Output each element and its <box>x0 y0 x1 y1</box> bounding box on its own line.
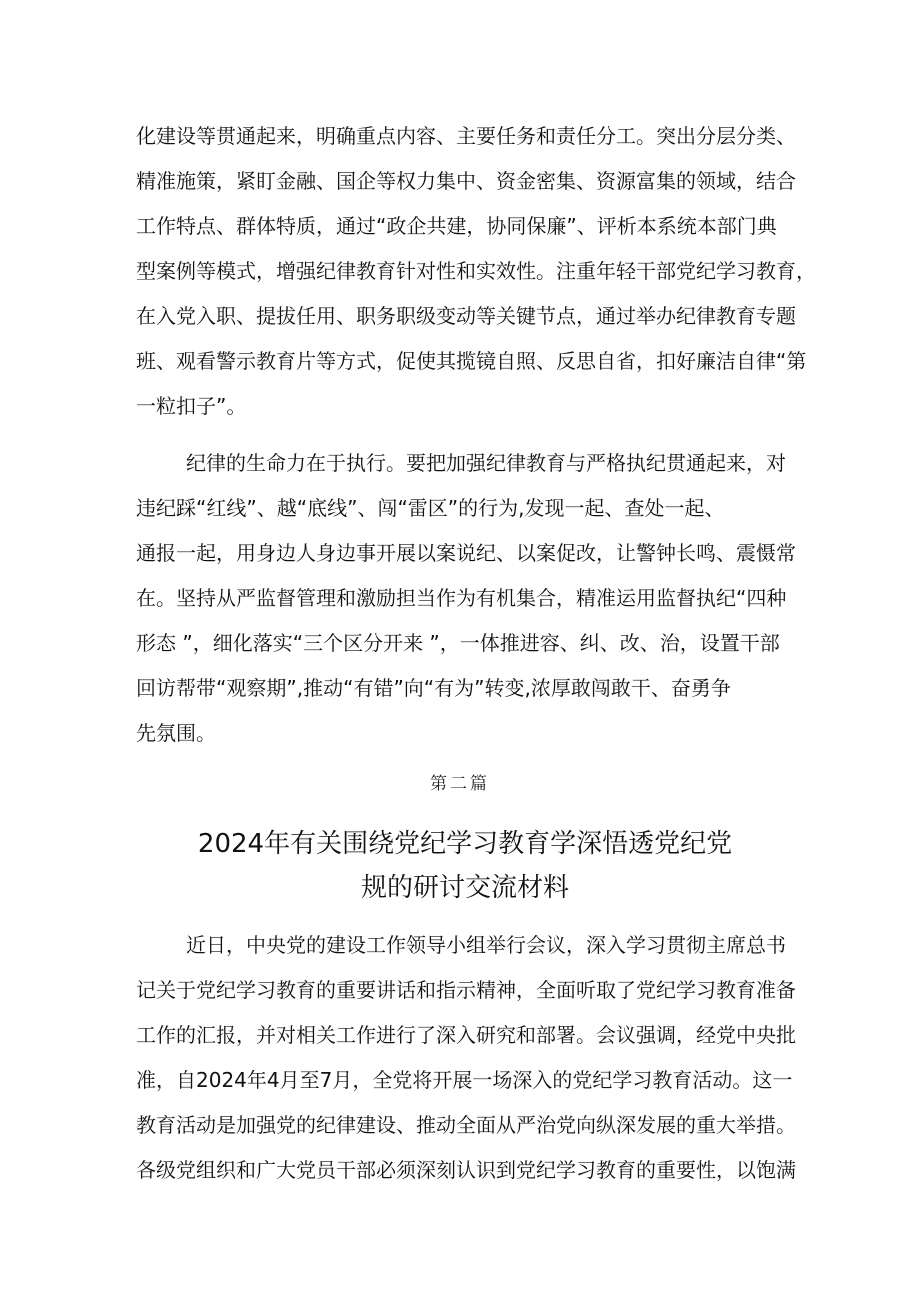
text-line: 准，自2024年4月至7月，全党将开展一场深入的党纪学习教育活动。这一 <box>136 1068 793 1092</box>
text-line: 化建设等贯通起来，明确重点内容、主要任务和责任分工。突出分层分类、 <box>136 124 796 148</box>
text-line: 教育活动是加强党的纪律建设、推动全面从严治党向纵深发展的重大举措。 <box>136 1113 796 1137</box>
article-title-line-2: 规的研讨交流材料 <box>360 873 569 903</box>
text-line: 近日，中央党的建设工作领导小组举行会议，深入学习贯彻主席总书 <box>186 933 786 957</box>
text-line: 回访帮带“观察期”,推动“有错”向“有为”转变,浓厚敢闯敢干、奋勇争 <box>136 676 731 700</box>
text-line: 纪律的生命力在于执行。要把加强纪律教育与严格执纪贯通起来，对 <box>186 451 786 475</box>
text-line: 在入党入职、提拔任用、职务职级变动等关键节点，通过举办纪律教育专题 <box>136 304 796 328</box>
section-label: 第二篇 <box>430 774 490 794</box>
text-line: 形态 ”，细化落实“三个区分开来 ”，一体推进容、纠、改、治，设置干部 <box>136 631 780 655</box>
text-line: 在。坚持从严监督管理和激励担当作为有机集合，精准运用监督执纪“四种 <box>136 586 787 610</box>
text-line: 违纪踩“红线”、越“底线”、闯“雷区”的行为,发现一起、查处一起、 <box>136 496 725 520</box>
text-line: 先氛围。 <box>136 721 216 745</box>
text-line: 工作特点、群体特质，通过“政企共建，协同保廉”、评析本系统本部门典 <box>136 214 777 238</box>
text-line: 一粒扣子”。 <box>136 394 247 418</box>
text-line: 通报一起，用身边人身边事开展以案说纪、以案促改，让警钟长鸣、震慑常 <box>136 541 796 565</box>
article-title-line-1: 2024年有关围绕党纪学习教育学深悟透党纪党 <box>197 829 733 859</box>
text-line: 记关于党纪学习教育的重要讲话和指示精神，全面听取了党纪学习教育准备 <box>136 978 796 1002</box>
text-line: 型案例等模式，增强纪律教育针对性和实效性。注重年轻干部党纪学习教育， <box>136 259 816 283</box>
text-line: 各级党组织和广大党员干部必须深刻认识到党纪学习教育的重要性，以饱满 <box>136 1158 796 1182</box>
text-line: 班、观看警示教育片等方式，促使其揽镜自照、反思自省，扣好廉洁自律“第 <box>136 349 807 373</box>
text-line: 工作的汇报，并对相关工作进行了深入研究和部署。会议强调，经党中央批 <box>136 1023 796 1047</box>
text-line: 精准施策，紧盯金融、国企等权力集中、资金密集、资源富集的领域，结合 <box>136 169 796 193</box>
